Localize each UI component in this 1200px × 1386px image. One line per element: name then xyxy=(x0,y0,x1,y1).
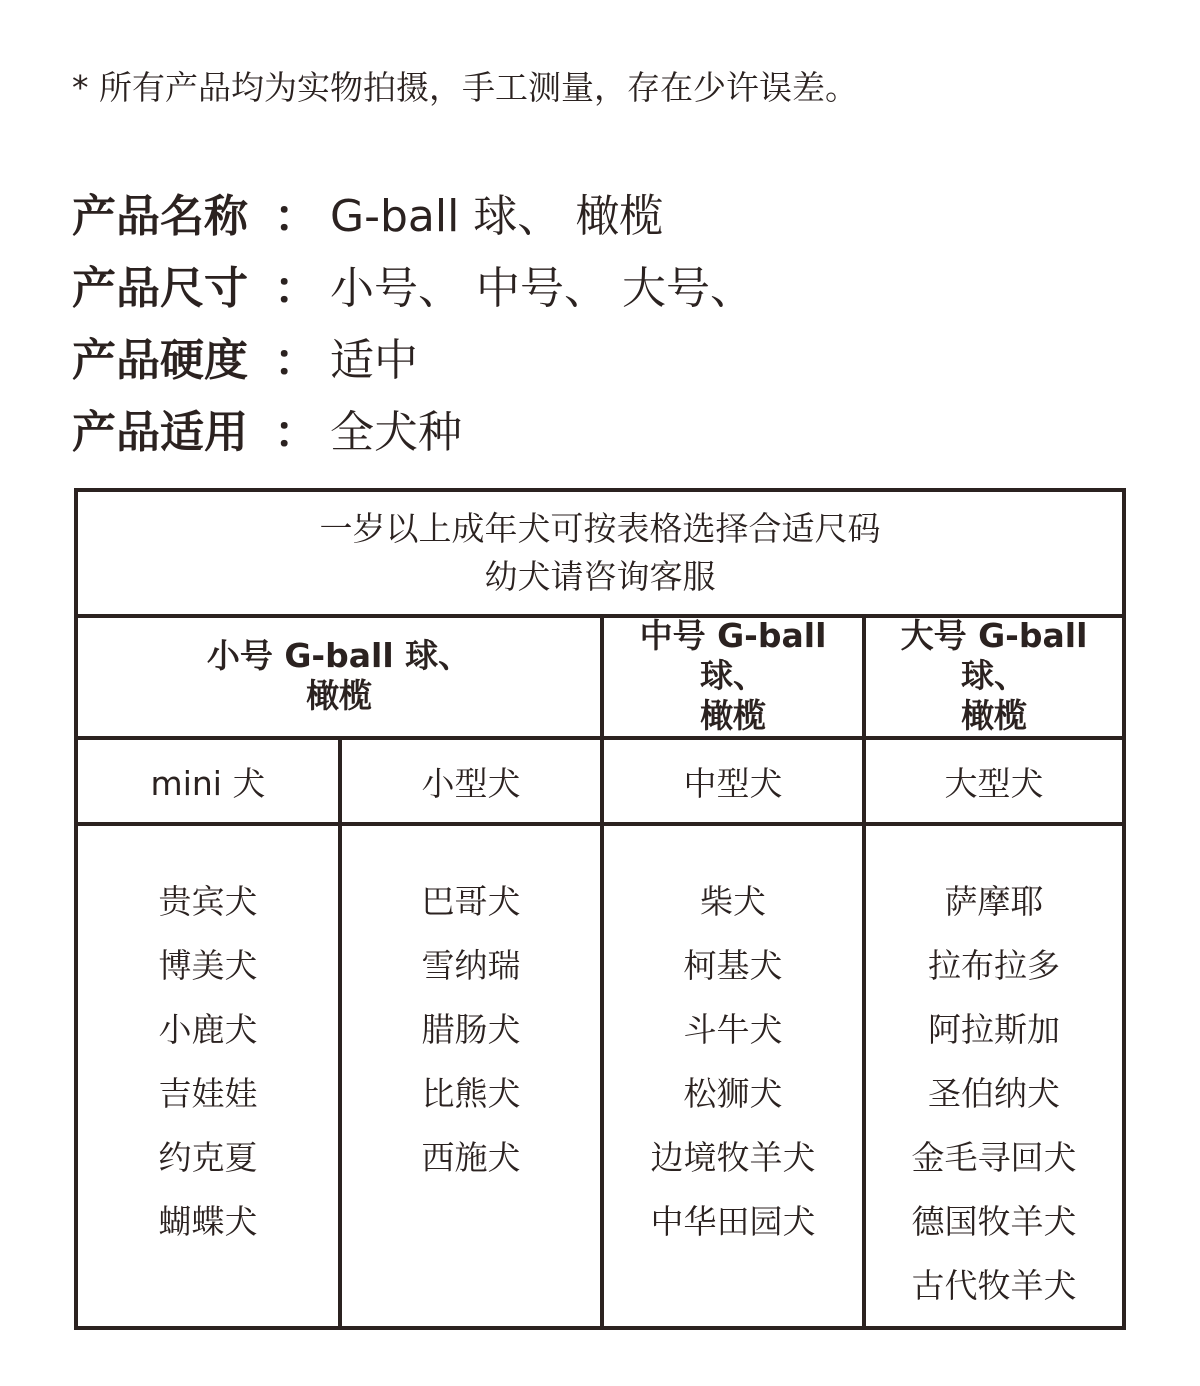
spec-label: 产品硬度 xyxy=(72,335,248,386)
group-header-small xyxy=(78,616,600,736)
product-specs xyxy=(72,176,754,464)
column-header-medium: 中型犬 xyxy=(683,763,783,803)
group-header-line: 小号 G-ball 球、 xyxy=(206,636,472,675)
column-header-mini: mini 犬 xyxy=(150,763,266,803)
column-header-large: 大型犬 xyxy=(944,763,1044,803)
spec-label: 产品尺寸 xyxy=(72,263,248,314)
breed-item: 比熊犬 xyxy=(421,1074,521,1113)
breed-item: 博美犬 xyxy=(158,946,258,985)
disclaimer-note: * 所有产品均为实物拍摄，手工测量，存在少许误差。 xyxy=(72,68,858,107)
spec-value: 小号、 中号、 大号、 xyxy=(330,263,754,314)
breed-list-large xyxy=(866,826,1122,1326)
spec-value: G-ball 球、 橄榄 xyxy=(330,191,664,242)
breed-item: 古代牧羊犬 xyxy=(911,1266,1077,1305)
breed-item: 贵宾犬 xyxy=(158,882,258,921)
spec-value: 全犬种 xyxy=(330,407,462,458)
breed-item: 蝴蝶犬 xyxy=(158,1202,258,1241)
breed-item: 德国牧羊犬 xyxy=(911,1202,1077,1241)
breed-item: 松狮犬 xyxy=(683,1074,783,1113)
intro-line: 幼犬请咨询客服 xyxy=(484,557,716,596)
breed-item: 雪纳瑞 xyxy=(421,946,521,985)
intro-line: 一岁以上成年犬可按表格选择合适尺码 xyxy=(319,509,881,548)
group-header-line: 橄榄 xyxy=(700,696,766,735)
breed-item: 边境牧羊犬 xyxy=(650,1138,816,1177)
breed-item: 萨摩耶 xyxy=(944,882,1044,921)
spec-row-size: 产品尺寸 ： 小号、 中号、 大号、 xyxy=(72,248,754,320)
breed-item: 约克夏 xyxy=(158,1138,258,1177)
spec-row-applicable: 产品适用 ： 全犬种 xyxy=(72,392,754,464)
spec-row-hardness: 产品硬度 ： 适中 xyxy=(72,320,754,392)
group-header-line: 橄榄 xyxy=(961,696,1027,735)
spec-label: 产品名称 xyxy=(72,191,248,242)
group-header-line: 橄榄 xyxy=(306,676,372,715)
breed-item: 圣伯纳犬 xyxy=(928,1074,1060,1113)
breed-item: 中华田园犬 xyxy=(650,1202,816,1241)
breed-item: 拉布拉多 xyxy=(928,946,1060,985)
breed-item: 吉娃娃 xyxy=(158,1074,258,1113)
breed-list-mini xyxy=(78,826,338,1326)
breed-list-medium xyxy=(604,826,862,1326)
spec-label: 产品适用 xyxy=(72,407,248,458)
breed-item: 腊肠犬 xyxy=(421,1010,521,1049)
breed-list-small xyxy=(342,826,600,1326)
group-header-medium xyxy=(604,616,862,736)
group-header-line: 中号 G-ball 球、 xyxy=(639,616,827,695)
group-header-line: 大号 G-ball 球、 xyxy=(900,616,1088,695)
breed-item: 阿拉斯加 xyxy=(928,1010,1060,1049)
group-header-large xyxy=(866,616,1122,736)
breed-item: 斗牛犬 xyxy=(683,1010,783,1049)
table-intro xyxy=(78,492,1122,614)
column-header-small: 小型犬 xyxy=(421,763,521,803)
breed-item: 巴哥犬 xyxy=(421,882,521,921)
breed-item: 小鹿犬 xyxy=(158,1010,258,1049)
breed-item: 柯基犬 xyxy=(683,946,783,985)
breed-item: 柴犬 xyxy=(700,882,766,921)
breed-item: 金毛寻回犬 xyxy=(911,1138,1077,1177)
spec-row-name: 产品名称 ： G-ball 球、 橄榄 xyxy=(72,176,754,248)
spec-value: 适中 xyxy=(330,335,418,386)
breed-item: 西施犬 xyxy=(421,1138,521,1177)
size-guide-table xyxy=(74,488,1126,1330)
